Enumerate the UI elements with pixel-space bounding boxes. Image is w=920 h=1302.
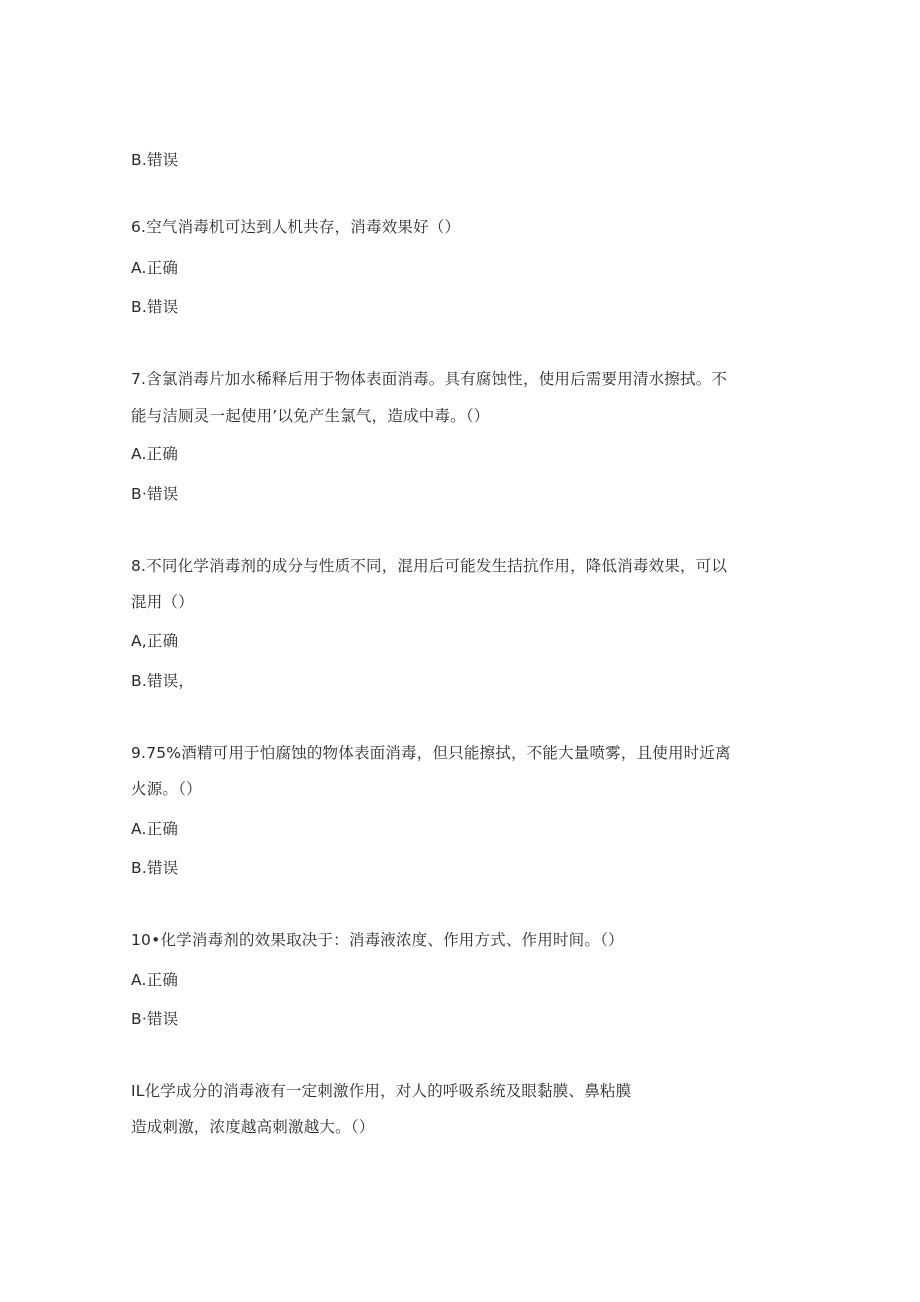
q8-question-text-line2: 混用（） (131, 593, 194, 611)
q11-question-text-line2: 造成刺激，浓度越高刺激越大。（） (131, 1118, 375, 1136)
q5-option-b: B.错误 (131, 151, 179, 169)
q10-question-text: 10•化学消毒剂的效果取决于：消毒液浓度、作用方式、作用时间。（） (131, 931, 624, 949)
q6-question-text: 6.空气消毒机可达到人机共存，消毒效果好（） (131, 218, 461, 236)
q10-option-a: A.正确 (131, 971, 179, 989)
q10-option-b: B·错误 (131, 1010, 179, 1028)
q9-question-text-line2: 火源。（） (131, 780, 202, 798)
q9-option-b: B.错误 (131, 859, 179, 877)
q9-question-text-line1: 9.75%酒精可用于怕腐蚀的物体表面消毒，但只能擦拭，不能大量喷雾，且使用时近离 (131, 744, 731, 762)
q6-option-b: B.错误 (131, 298, 179, 316)
q11-question-text-line1: IL化学成分的消毒液有一定刺激作用，对人的呼吸系统及眼黏膜、鼻粘膜 (131, 1082, 632, 1100)
q7-question-text-line2: 能与洁厕灵一起使用’以免产生氯气，造成中毒。（） (131, 407, 490, 425)
q7-question-text-line1: 7.含氯消毒片加水稀释后用于物体表面消毒。具有腐蚀性，使用后需要用清水擦拭。不 (131, 370, 728, 388)
q6-option-a: A.正确 (131, 259, 179, 277)
q8-question-text-line1: 8.不同化学消毒剂的成分与性质不同，混用后可能发生拮抗作用，降低消毒效果，可以 (131, 557, 728, 575)
q8-option-b: B.错误， (131, 672, 195, 690)
q8-option-a: A,正确 (131, 632, 179, 650)
q7-option-a: A.正确 (131, 445, 179, 463)
q7-option-b: B·错误 (131, 485, 179, 503)
q9-option-a: A.正确 (131, 820, 179, 838)
